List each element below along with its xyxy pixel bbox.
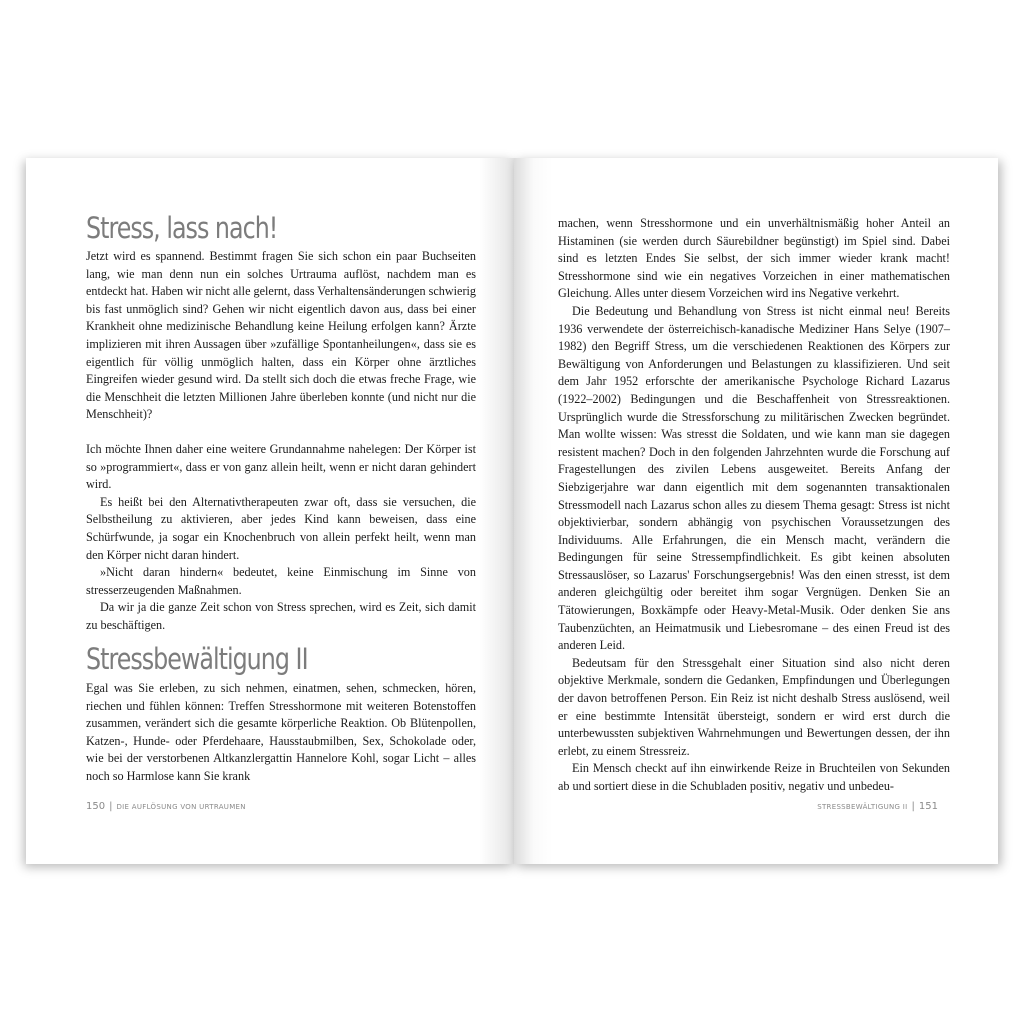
paragraph: Die Bedeutung und Behandlung von Stress ist nicht einmal neu! Bereits 1936 verwendete der österreichisch-kanadische Mediziner Hans Selye (1907–1982) den Begriff Stress, um die verschiedenen Reaktionen des Körpers zur Bewältigung von Anforderungen und Belastungen zu klassifizieren. Und seit dem Jahr 1952 erforschte der amerikanische Psychologe Richard Lazarus (1922–2002) Bedingungen und die Beschaffenheit von Stressreaktionen. Ursprünglich wurde die Stressforschung zu militärischen Zwecken begründet. Man wollte wissen: Was stresst die Soldaten, und wie kann man sie dagegen resistent machen? Doch in den folgenden Jahrzehnten wurde die Forschung auf Fragestellungen des zivilen Lebens ausgeweitet. Bereits Anfang der Siebzigerjahre war dann eigentlich mit dem sogenannten transaktionalen Stressmodell nach Lazarus schon alles zu diesem Thema gesagt: Stress ist nicht objektivierbar, sondern abhängig von psychischen Voraussetzungen des Individuums. Alle Erfahrungen, die ein Mensch macht, verändern die Bedingungen für seine Stressempfindlichkeit. Es gibt keinen absoluten Stressauslöser, so Lazarus' Forschungsergebnis! Was den einen stresst, ist dem anderen gleichgültig oder bereitet ihm sogar Vergnügen. Denken Sie an Tätowierungen, Boxkämpfe oder Heavy-Metal-Musik. Oder denken Sie ans Taubenzüchten, an Heimatmusik und Liebesromane – des einen Freud ist des anderen Leid.	[558, 303, 950, 653]
paragraph: Es heißt bei den Alternativtherapeuten zwar oft, dass sie versuchen, die Selbstheilung zu aktivieren, aber jedes Kind kann beweisen, dass eine Schürfwunde, ja sogar ein Knochenbruch von allein perfekt heilt, wenn man den Körper nicht daran hindert.	[86, 494, 476, 562]
paragraph: Da wir ja die ganze Zeit schon von Stress sprechen, wird es Zeit, sich damit zu beschäftigen.	[86, 600, 476, 632]
left-page-footer	[86, 801, 246, 812]
left-text-block-2	[86, 680, 476, 786]
paragraph-gap	[86, 424, 476, 441]
footer-separator: |	[109, 801, 113, 812]
paragraph: Ein Mensch checkt auf ihn einwirkende Reize in Bruchteilen von Sekunden ab und sortiert diese in die Schubladen positiv, negativ und unbedeu-	[558, 761, 950, 793]
page-number: 150	[86, 801, 106, 812]
running-head: DIE AUFLÖSUNG VON URTRAUMEN	[116, 803, 246, 811]
left-text-block-1	[86, 248, 476, 634]
right-page-footer	[817, 801, 938, 812]
footer-separator: |	[911, 801, 915, 812]
paragraph: Jetzt wird es spannend. Bestimmt fragen Sie sich schon ein paar Buchseiten lang, wie man denn nun ein solches Urtrauma auflöst, nachdem man es entdeckt hat. Haben wir nicht alle gelernt, dass Verhaltensänderungen schwierig bis fast unmöglich sind? Gehen wir nicht eigentlich davon aus, dass bei einer Krankheit ohne medizinische Behandlung keine Heilung erfolgen kann? Ärzte implizieren mit ihren Aussagen über »zufällige Spontanheilungen«, dass sie es eigentlich für völlig unmöglich halten, dass ein Körper ohne ärztliches Eingreifen wieder gesund wird. Da stellt sich doch die etwas freche Frage, wie die Menschheit die letzten Millionen Jahre überleben konnte (und nicht nur die Menschheit)?	[86, 249, 476, 422]
paragraph: machen, wenn Stresshormone und ein unverhältnismäßig hoher Anteil an Histaminen (sie werden durch Säurebildner begünstigt) im Spiel sind. Dabei sind es letzten Endes Sie selbst, der sich immer wieder krank macht! Stresshormone sind wie ein negatives Vorzeichen in einer mathematischen Gleichung. Alles unter diesem Vorzeichen wird ins Negative verkehrt.	[558, 216, 950, 301]
left-page	[26, 158, 514, 864]
right-page	[514, 158, 998, 864]
paragraph: Bedeutsam für den Stressgehalt einer Situation sind also nicht deren objektive Merkmale, sondern die Gedanken, Empfindungen und Überlegungen der davon betroffenen Person. Ein Reiz ist nicht deshalb Stress auslösend, weil er eine bestimmte Intensität übersteigt, sondern er wird erst durch die unterbewussten subjektiven Wahrnehmungen und Bewertungen dessen, der ihn erlebt, zu einem Stressreiz.	[558, 655, 950, 758]
paragraph: Ich möchte Ihnen daher eine weitere Grundannahme nahelegen: Der Körper ist so »programmiert«, dass er von ganz allein heilt, wenn er nicht daran gehindert wird.	[86, 441, 476, 492]
section-heading-stress-lass-nach: Stress, lass nach!	[86, 211, 278, 245]
page-number: 151	[918, 801, 938, 812]
right-text-block	[558, 215, 950, 796]
section-heading-stressbewaeltigung-ii: Stressbewältigung II	[86, 642, 308, 676]
paragraph: »Nicht daran hindern« bedeutet, keine Einmischung im Sinne von stresserzeugenden Maßnahmen.	[86, 565, 476, 597]
running-head: STRESSBEWÄLTIGUNG II	[817, 803, 908, 811]
paragraph: Egal was Sie erleben, zu sich nehmen, einatmen, sehen, schmecken, hören, riechen und fühlen können: Treffen Stresshormone mit weiteren Botenstoffen zusammen, verändert sich die gesamte körperliche Reaktion. Ob Blütenpollen, Katzen-, Hunde- oder Pferdehaare, Hausstaubmilben, Sex, Schokolade oder, wie bei der verstorbenen Altkanzlergattin Hannelore Kohl, sogar Licht – alles noch so Harmlose kann Sie krank	[86, 681, 476, 783]
